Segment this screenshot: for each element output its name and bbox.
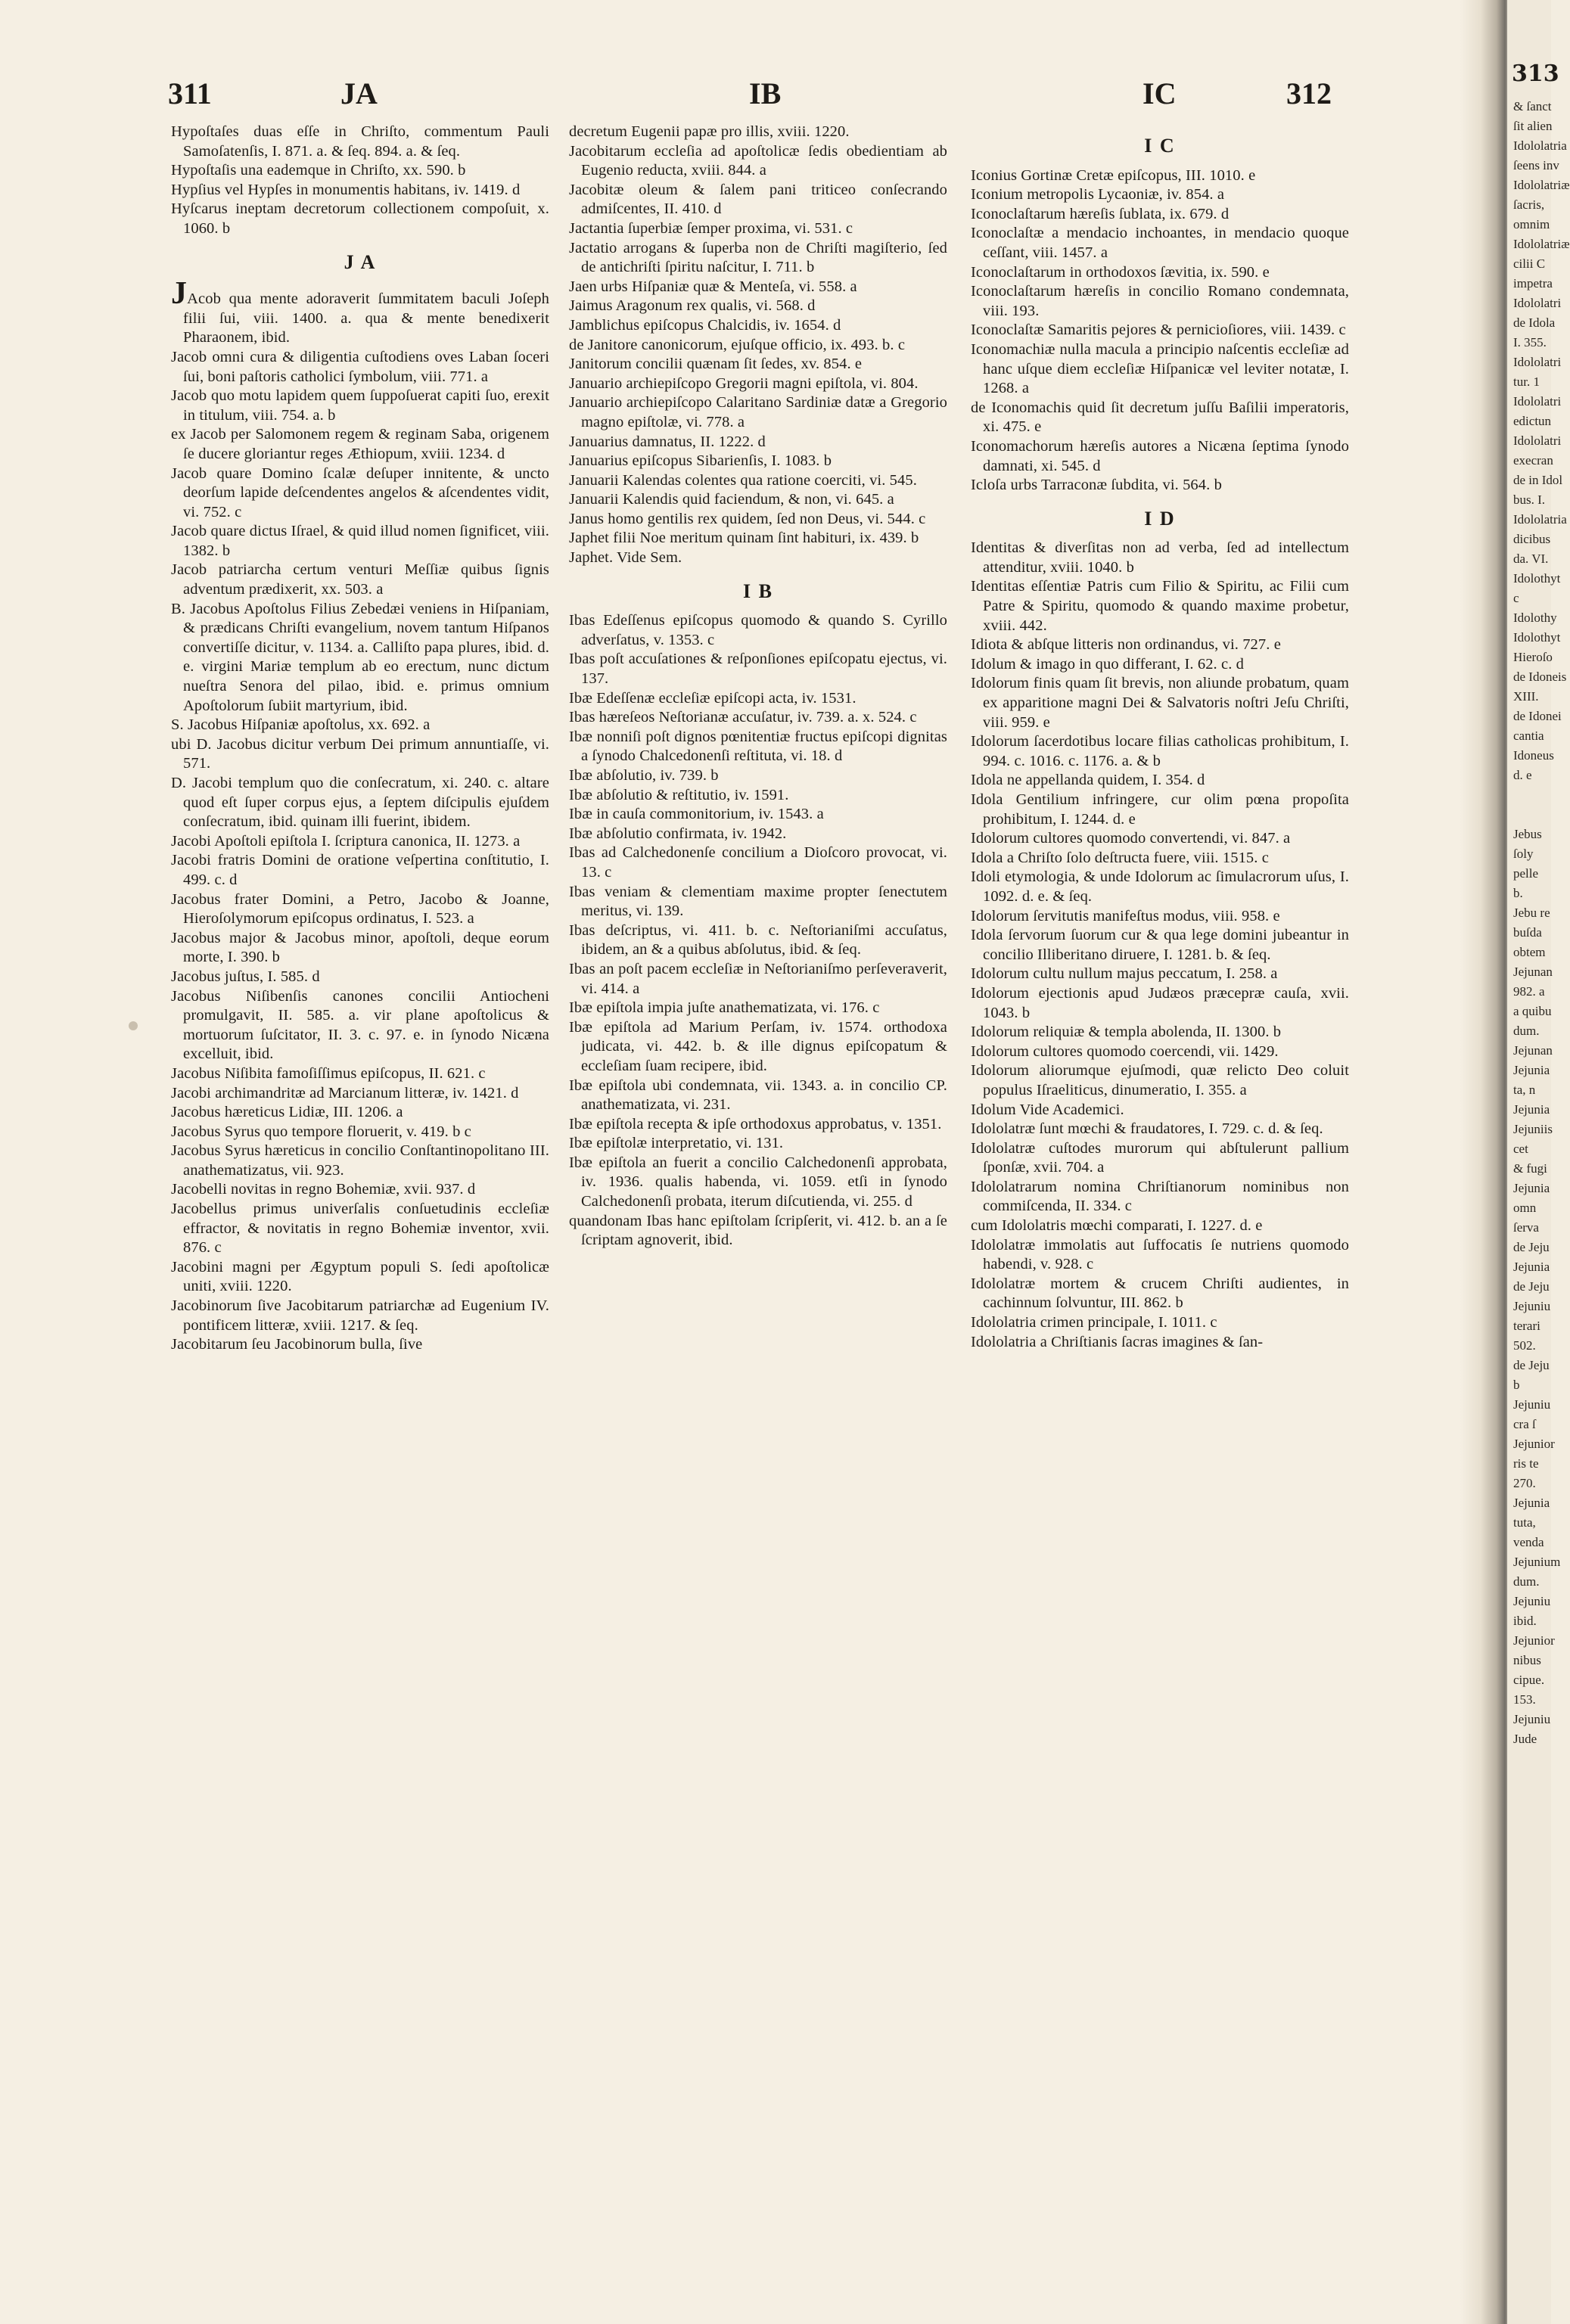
adjacent-page-line: Jejuniu: [1513, 1712, 1551, 1726]
index-entry: Identitas eſſentiæ Patris cum Filio & Spiritu, ac Filii cum Patre & Spiritu, quomodo & quando maxime probetur, xviii. 442.: [971, 578, 1349, 634]
index-entry: Jacobus major & Jacobus minor, apoſtoli, deque eorum morte, I. 390. b: [171, 929, 549, 966]
index-entry: Idololatria a Chriſtianis ſacras imagines & ſan-: [971, 1333, 1264, 1350]
adjacent-page-line: 153.: [1513, 1692, 1536, 1707]
index-entry: decretum Eugenii papæ pro illis, xviii. 1220.: [569, 123, 850, 140]
adjacent-page-line: de Idonei: [1513, 709, 1562, 723]
index-entry: Janus homo gentilis rex quidem, ſed non Deus, vi. 544. c: [569, 510, 926, 527]
index-entry: Japhet filii Noe meritum quinam ſint habituri, ix. 439. b: [569, 530, 919, 547]
adjacent-page-line: Idololatriæ: [1513, 237, 1570, 251]
adjacent-page-line: d. e: [1513, 768, 1532, 782]
adjacent-page-line: dum.: [1513, 1574, 1540, 1589]
section-heading: I B: [743, 579, 773, 602]
index-entry: Ibas hæreſeos Neſtorianæ accuſatur, iv. 739. a. x. 524. c: [569, 709, 917, 726]
index-entry: Hypoſtaſes duas eſſe in Chriſto, commentum Pauli Samoſatenſis, I. 871. a. & ſeq. 894. a. & ſeq.: [171, 123, 549, 160]
index-entry: Januario archiepiſcopo Gregorii magni epiſtola, vi. 804.: [569, 374, 919, 392]
index-entry: Idiota & abſque litteris non ordinandus, vi. 727. e: [971, 636, 1281, 654]
index-entry: Jacobi archimandritæ ad Marcianum litteræ, iv. 1421. d: [171, 1084, 519, 1101]
index-entry: Jacobitarum eccleſia ad apoſtolicæ ſedis obedientiam ab Eugenio reducta, xviii. 844. a: [569, 142, 947, 179]
adjacent-page-line: cet: [1513, 1142, 1528, 1156]
index-entry: Ibas deſcriptus, vi. 411. b. c. Neſtorianiſmi accuſatus, ibidem, an & a quibus abſolutus, ibid. & ſeq.: [569, 921, 947, 958]
adjacent-page-line: ſacris,: [1513, 197, 1545, 212]
adjacent-page-line: edictun: [1513, 414, 1552, 428]
index-entry: Iconomachorum hæreſis autores a Nicæna ſeptima ſynodo damnati, xi. 545. d: [971, 437, 1349, 474]
index-entry: Januarius epiſcopus Sibarienſis, I. 1083. b: [569, 452, 832, 470]
binding-gutter: [1460, 0, 1506, 2324]
adjacent-page-line: 502.: [1513, 1338, 1536, 1353]
index-entry: Idololatrarum nomina Chriſtianorum nominibus non commiſcenda, II. 334. c: [971, 1178, 1349, 1215]
adjacent-page-line: execran: [1513, 453, 1553, 468]
index-entry: Iconoclaſtarum in orthodoxos ſævitia, ix. 590. e: [971, 263, 1270, 281]
adjacent-page-line: nibus: [1513, 1653, 1541, 1667]
adjacent-page-line: b: [1513, 1378, 1520, 1392]
index-entry: ubi D. Jacobus dicitur verbum Dei primum annuntiaſſe, vi. 571.: [171, 735, 549, 772]
index-entry: Idolorum ſervitutis manifeſtus modus, viii. 958. e: [971, 907, 1280, 924]
index-entry: Ibæ epiſtola ubi condemnata, vii. 1343. a. in concilio CP. anathematizata, vi. 231.: [569, 1077, 947, 1114]
index-entry: Jacobus juſtus, I. 585. d: [171, 968, 320, 985]
index-entry: Idoli etymologia, & unde Idolorum ac ſimulacrorum uſus, I. 1092. d. e. & ſeq.: [971, 868, 1349, 905]
adjacent-page-number: 313: [1512, 61, 1559, 87]
adjacent-page-line: de Jeju: [1513, 1358, 1550, 1372]
adjacent-page-line: Idolothy: [1513, 611, 1557, 625]
index-entry: Jacobini magni per Ægyptum populi S. ſedi apoſtolicæ uniti, xviii. 1220.: [171, 1258, 549, 1295]
adjacent-page-line: Idololatriæ: [1513, 178, 1570, 192]
index-entry: Januarius damnatus, II. 1222. d: [569, 433, 766, 450]
adjacent-page-line: Jejunia: [1513, 1181, 1550, 1195]
adjacent-page-line: dicibus: [1513, 532, 1551, 546]
left-page-number: 311: [168, 76, 212, 110]
index-entry: Idola ſervorum ſuorum cur & qua lege domini jubeantur in concilio Illiberitano diruere, I. 1281. b. & ſeq.: [971, 927, 1349, 963]
index-entry: Januarii Kalendis quid faciendum, & non, vi. 645. a: [569, 491, 894, 508]
adjacent-page-line: Idoneus: [1513, 748, 1554, 763]
adjacent-page-line: pelle: [1513, 866, 1539, 881]
adjacent-page-line: Hieroſo: [1513, 650, 1553, 664]
adjacent-page-line: ris te: [1513, 1456, 1539, 1471]
right-running-head: IC: [1143, 76, 1177, 110]
index-entry: Jaen urbs Hiſpaniæ quæ & Menteſa, vi. 558. a: [569, 278, 857, 295]
index-entry: Jacobitarum ſeu Jacobinorum bulla, ſive: [171, 1336, 423, 1353]
right-page-number: 312: [1286, 76, 1332, 110]
index-entry: Idolorum finis quam ſit brevis, non aliunde probatum, quam ex apparitione magni Dei & Salvatoris noſtri Jeſu Chriſti, viii. 959. e: [971, 675, 1349, 731]
index-entry: Ibæ abſolutio confirmata, iv. 1942.: [569, 825, 787, 842]
index-column-2: [569, 123, 947, 1251]
index-entry: Identitas & diverſitas non ad verba, ſed ad intellectum attenditur, xviii. 1040. b: [971, 539, 1349, 576]
index-entry: Jacobi Apoſtoli epiſtola I. ſcriptura canonica, II. 1273. a: [171, 832, 521, 850]
index-entry: Ibæ epiſtola impia juſte anathematizata, vi. 176. c: [569, 999, 880, 1017]
index-entry: Idololatræ immolatis aut ſuffocatis ſe nutriens quomodo habendi, v. 928. c: [971, 1236, 1349, 1273]
adjacent-page-line: 270.: [1513, 1476, 1536, 1490]
adjacent-page-line: Idololatri: [1513, 433, 1562, 448]
index-entry: Iconoclaſtarum hæreſis in concilio Romano condemnata, viii. 193.: [971, 283, 1349, 319]
index-entry: Jacobelli novitas in regno Bohemiæ, xvii. 937. d: [171, 1181, 476, 1198]
index-entry: Idolorum cultores quomodo convertendi, vi. 847. a: [971, 830, 1291, 847]
adjacent-page-line: Jejunia: [1513, 1063, 1550, 1077]
index-entry: Icloſa urbs Tarraconæ ſubdita, vi. 564. b: [971, 477, 1222, 494]
index-entry: Ibæ epiſtola ad Marium Perſam, iv. 1574. orthodoxa judicata, vi. 442. b. & ille dignus epiſcopatum & eccleſiam ſuam recipere, ibid.: [569, 1018, 947, 1074]
adjacent-page-line: & fugi: [1513, 1161, 1547, 1176]
adjacent-page-line: dum.: [1513, 1024, 1540, 1038]
adjacent-page-line: cilii C: [1513, 256, 1546, 271]
adjacent-page-line: ſoly: [1513, 847, 1534, 861]
adjacent-page-line: Jejunia: [1513, 1496, 1550, 1510]
adjacent-page-line: bus. I.: [1513, 492, 1546, 507]
index-entry: Jamblichus epiſcopus Chalcidis, iv. 1654. d: [569, 316, 841, 334]
adjacent-page-line: [1513, 785, 1570, 805]
index-entry: Jacobi fratris Domini de oratione veſpertina conſtitutio, I. 499. c. d: [171, 852, 549, 888]
index-entry: Iconoclaſtæ a mendacio inchoantes, in mendacio quoque ceſſant, viii. 1457. a: [971, 225, 1349, 261]
index-entry: Jacobellus primus univerſalis conſuetudinis eccleſiæ effractor, & novitatis in regno Bohemiæ inventor, xvii. 876. c: [171, 1201, 549, 1257]
index-entry: Iconoclaſtæ Samaritis pejores & pernicioſiores, viii. 1439. c: [971, 322, 1346, 339]
adjacent-page-line: Idololatri: [1513, 394, 1562, 409]
index-entry: Idololatræ cuſtodes murorum qui abſtulerunt pallium ſponſæ, xvii. 704. a: [971, 1139, 1349, 1176]
adjacent-page-line: b.: [1513, 886, 1523, 900]
adjacent-page-line: Idolothyt: [1513, 630, 1561, 645]
index-entry: Ibas an poſt pacem eccleſiæ in Neſtorianiſmo perſeveraverit, vi. 414. a: [569, 960, 947, 997]
index-entry: Ibas poſt accuſationes & reſponſiones epiſcopatu ejectus, vi. 137.: [569, 651, 947, 688]
index-entry: Jactantia ſuperbiæ ſemper proxima, vi. 531. c: [569, 219, 853, 237]
adjacent-page-line: 982. a: [1513, 984, 1545, 999]
index-entry: Idolum Vide Academici.: [971, 1101, 1124, 1118]
index-entry: Jaimus Aragonum rex qualis, vi. 568. d: [569, 297, 816, 315]
adjacent-page-line: da. VI.: [1513, 551, 1549, 566]
index-entry: Japhet. Vide Sem.: [569, 549, 682, 567]
adjacent-page-line: ibid.: [1513, 1614, 1537, 1628]
section-heading: J A: [344, 250, 377, 273]
adjacent-page-line: Jejunia: [1513, 1260, 1550, 1274]
adjacent-page-line: Jebu re: [1513, 906, 1550, 920]
adjacent-page-line: & ſanct: [1513, 99, 1552, 113]
adjacent-page-line: Jejuniu: [1513, 1397, 1551, 1412]
index-entry: Hyſcarus ineptam decretorum collectionem compoſuit, x. 1060. b: [171, 200, 549, 237]
left-running-head: JA: [340, 76, 378, 110]
adjacent-page-line: de Jeju: [1513, 1240, 1550, 1254]
entry-text: Acob qua mente adoraverit ſummitatem baculi Joſeph filii ſui, viii. 1400. a. qua & mente benedixerit Pharaonem, ibid.: [183, 290, 549, 346]
adjacent-page-line: venda: [1513, 1535, 1544, 1549]
index-entry: Ibæ epiſtolæ interpretatio, vi. 131.: [569, 1135, 784, 1152]
index-column-1: [171, 123, 549, 1355]
adjacent-page-line: Jejunior: [1513, 1633, 1555, 1648]
index-entry: de Janitore canonicorum, ejuſque officio, ix. 493. b. c: [569, 336, 906, 353]
section-heading: I C: [1144, 135, 1176, 157]
index-entry: S. Jacobus Hiſpaniæ apoſtolus, xx. 692. a: [171, 716, 431, 734]
adjacent-page-line: de in Idol: [1513, 473, 1563, 487]
index-entry: Idololatræ mortem & crucem Chriſti audientes, in cachinnum ſolvuntur, III. 862. b: [971, 1275, 1349, 1312]
index-entry: Jacob quo motu lapidem quem ſuppoſuerat capiti ſuo, erexit in titulum, viii. 754. a. b: [171, 387, 549, 424]
index-entry: Idola Gentilium infringere, cur olim pœna propoſita prohibitum, I. 1244. d. e: [971, 791, 1349, 828]
adjacent-page-line: ta, n: [1513, 1083, 1536, 1097]
adjacent-page-line: omn: [1513, 1201, 1537, 1215]
index-entry: Jacobus Niſibenſis canones concilii Antiocheni promulgavit, II. 585. a. vir plane apoſtolicus & mortuorum ſuſcitator, II. 3. c. 97. e. in ſynodo Nicæna excelluit, ibid.: [171, 987, 549, 1063]
adjacent-page-line: Jebus: [1513, 827, 1542, 841]
index-entry: Idolorum ſacerdotibus locare filias catholicas prohibitum, I. 994. c. 1016. c. 1176. a. & b: [971, 733, 1349, 769]
index-entry: Jacob quare dictus Iſrael, & quid illud nomen ſignificet, viii. 1382. b: [171, 523, 549, 559]
index-entry: Idola a Chriſto ſolo deſtructa fuere, viii. 1515. c: [971, 849, 1269, 866]
adjacent-page-line: impetra: [1513, 276, 1553, 290]
adjacent-page-line: Idololatri: [1513, 296, 1562, 310]
index-entry: Jacobus Syrus hæreticus in concilio Conſtantinopolitano III. anathematizatus, vii. 923.: [171, 1142, 549, 1179]
adjacent-page-line: tur. 1: [1513, 374, 1540, 389]
index-entry: Hypſius vel Hypſes in monumentis habitans, iv. 1419. d: [171, 181, 521, 198]
adjacent-page-line: de Idoneis: [1513, 670, 1567, 684]
adjacent-page-line: obtem: [1513, 945, 1546, 959]
index-entry: Ibæ epiſtola an fuerit a concilio Calchedonenſi approbata, iv. 1936. qualis habenda, vi. 1059. etſi in ſynodo Calchedonenſi probata, iterum diſcutienda, vi. 255. d: [569, 1154, 947, 1210]
index-entry: Idololatria crimen principale, I. 1011. c: [971, 1314, 1217, 1331]
index-entry: Idolorum reliquiæ & templa abolenda, II. 1300. b: [971, 1024, 1282, 1041]
index-entry: D. Jacobi templum quo die conſecratum, xi. 240. c. altare quod eſt ſuper corpus ejus, a ſeptem diſcipulis ejuſdem conſecratum, ibid. quinam illi fuerint, ibidem.: [171, 775, 549, 831]
adjacent-page-line: buſda: [1513, 925, 1542, 940]
index-entry: Hypoſtaſis una eademque in Chriſto, xx. 590. b: [171, 162, 466, 179]
index-entry: Iconomachiæ nulla macula a principio naſcentis eccleſiæ ad hanc uſque diem eccleſiæ Hiſpanicæ vel leviter notatæ, I. 1268. a: [971, 340, 1349, 397]
middle-running-head: IB: [749, 76, 782, 110]
adjacent-page-line: Jejunium: [1513, 1555, 1561, 1569]
index-entry: Idolum & imago in quo differant, I. 62. c. d: [971, 655, 1244, 673]
adjacent-page-line: I. 355.: [1513, 335, 1547, 350]
index-entry: Jactatio arrogans & ſuperba non de Chriſti magiſterio, ſed de antichriſti ſpiritu naſcitur, I. 711. b: [569, 239, 947, 276]
adjacent-page-line: Idololatri: [1513, 355, 1562, 369]
adjacent-page-line: ſit alien: [1513, 119, 1553, 133]
index-entry: Ibæ abſolutio & reſtitutio, iv. 1591.: [569, 786, 789, 803]
index-entry: Ibæ in cauſa commonitorium, iv. 1543. a: [569, 806, 824, 823]
adjacent-page-line: Jejunan: [1513, 1043, 1553, 1058]
index-entry: Idolorum cultu nullum majus peccatum, I. 258. a: [971, 965, 1278, 983]
drop-cap: J: [171, 276, 188, 312]
adjacent-page-line: Idololatria: [1513, 138, 1567, 153]
adjacent-page-line: Jude: [1513, 1732, 1537, 1746]
adjacent-page-line: ſeens inv: [1513, 158, 1559, 172]
index-entry: Idolorum aliorumque ejuſmodi, quæ relicto Deo coluit populus Iſraeliticus, dinumeratio, I. 355. a: [971, 1062, 1349, 1098]
index-entry: B. Jacobus Apoſtolus Filius Zebedæi veniens in Hiſpaniam, & prædicans Chriſti evangelium, novem tantum Hiſpanos convertiſſe dicitur, v. 1134. a. Calliſto papa plures, ibid. d. e. virgini Mariæ templum ab eo erectum, nunc dictum nueſtra Senora del pilao, ibid. e. primus omnium Apoſtolorum ſubiit martyrium, ibid.: [171, 600, 549, 714]
index-entry: ex Jacob per Salomonem regem & reginam Saba, origenem ſe ducere gloriantur reges Æthiopum, xviii. 1234. d: [171, 426, 549, 462]
index-entry: Idola ne appellanda quidem, I. 354. d: [971, 772, 1205, 789]
index-entry: Ibas Edeſſenus epiſcopus quomodo & quando S. Cyrillo adverſatus, v. 1353. c: [569, 612, 947, 648]
index-entry: Idolorum ejectionis apud Judæos præcepræ cauſa, xvii. 1043. b: [971, 984, 1349, 1021]
adjacent-page-line: cantia: [1513, 729, 1544, 743]
index-column-3: [971, 123, 1349, 1352]
index-entry: Iconius Gortinæ Cretæ epiſcopus, III. 1010. e: [971, 166, 1256, 184]
index-entry: cum Idololatris mœchi comparati, I. 1227. d. e: [971, 1217, 1263, 1235]
index-entry: Idololatræ ſunt mœchi & fraudatores, I. 729. c. d. & ſeq.: [971, 1120, 1323, 1138]
adjacent-page-line: cipue.: [1513, 1673, 1545, 1687]
index-entry: Ibas veniam & clementiam maxime propter ſenectutem meritus, vi. 139.: [569, 883, 947, 920]
adjacent-page-line: Idolothyt: [1513, 571, 1561, 586]
index-entry: Januarii Kalendas colentes qua ratione coerciti, vi. 545.: [569, 471, 917, 489]
index-entry: Jacobus frater Domini, a Petro, Jacobo & Joanne, Hieroſolymorum epiſcopus ordinatus, I. 523. a: [171, 890, 549, 927]
index-entry: Jacobitæ oleum & ſalem pani triticeo conſecrando admiſcentes, II. 410. d: [569, 181, 947, 218]
index-entry: Ibas ad Calchedonenſe concilium a Dioſcoro provocat, vi. 13. c: [569, 844, 947, 881]
index-entry: Ibæ Edeſſenæ eccleſiæ epiſcopi acta, iv. 1531.: [569, 689, 857, 707]
adjacent-page-line: de Idola: [1513, 315, 1556, 330]
index-entry: Jacobinorum ſive Jacobitarum patriarchæ ad Eugenium IV. pontificem litteræ, xviii. 1217. & ſeq.: [171, 1297, 549, 1334]
adjacent-page-line: Idololatria: [1513, 512, 1567, 527]
index-entry: Jacobus Niſibita famoſiſſimus epiſcopus, II. 621. c: [171, 1064, 486, 1082]
index-entry: [171, 276, 549, 348]
adjacent-page-line: omnim: [1513, 217, 1550, 231]
adjacent-page-line: cra ſ: [1513, 1417, 1536, 1431]
index-entry: Ibæ abſolutio, iv. 739. b: [569, 767, 719, 784]
section-heading: I D: [1144, 507, 1176, 530]
adjacent-page-line: Jejuniu: [1513, 1299, 1551, 1313]
index-entry: Jacobus hæreticus Lidiæ, III. 1206. a: [171, 1104, 403, 1121]
index-entry: Iconoclaſtarum hæreſis ſublata, ix. 679. d: [971, 205, 1230, 222]
index-entry: Idolorum cultores quomodo coercendi, vii. 1429.: [971, 1042, 1279, 1060]
adjacent-page-line: terari: [1513, 1319, 1540, 1333]
index-entry: Ibæ epiſtola recepta & ipſe orthodoxus approbatus, v. 1351.: [569, 1115, 942, 1132]
adjacent-page-line: c: [1513, 591, 1519, 605]
adjacent-page-lines: [1507, 97, 1570, 1749]
index-entry: Jacob omni cura & diligentia cuſtodiens oves Laban ſoceri ſui, boni paſtoris catholici ſymbolum, viii. 771. a: [171, 348, 549, 385]
adjacent-page-line: Jejunan: [1513, 965, 1553, 979]
index-entry: Janitorum concilii quænam ſit ſedes, xv. 854. e: [569, 356, 863, 373]
adjacent-page-line: Jejunia: [1513, 1102, 1550, 1117]
index-entry: Jacobus Syrus quo tempore floruerit, v. 419. b c: [171, 1123, 471, 1140]
index-entry: Jacob patriarcha certum venturi Meſſiæ quibus ſignis adventum prædixerit, xx. 503. a: [171, 561, 549, 598]
adjacent-page-line: Jejuniis: [1513, 1122, 1553, 1136]
index-entry: quandonam Ibas hanc epiſtolam ſcripſerit, vi. 412. b. an a ſe ſcriptam agnoverit, ibid.: [569, 1212, 947, 1249]
adjacent-page-edge: [1506, 0, 1570, 2324]
adjacent-page-line: Jejunior: [1513, 1437, 1555, 1451]
index-entry: Iconium metropolis Lycaoniæ, iv. 854. a: [971, 186, 1225, 204]
adjacent-page-line: [1513, 805, 1570, 825]
index-entry: Januario archiepiſcopo Calaritano Sardiniæ datæ a Gregorio magno epiſtolæ, vi. 778. a: [569, 394, 947, 430]
paper-spot: [129, 1021, 138, 1030]
adjacent-page-line: XIII.: [1513, 689, 1539, 704]
adjacent-page-line: ſerva: [1513, 1220, 1539, 1235]
adjacent-page-line: Jejuniu: [1513, 1594, 1551, 1608]
index-entry: de Iconomachis quid ſit decretum juſſu Baſilii imperatoris, xi. 475. e: [971, 399, 1349, 436]
index-entry: Jacob quare Domino ſcalæ deſuper innitente, & uncto deorſum lapide deſcendentes angelos & aſcendentes vidit, vi. 752. c: [171, 464, 549, 520]
index-entry: Ibæ nonniſi poſt dignos pœnitentiæ fructus epiſcopi dignitas a ſynodo Chalcedonenſi reſtituta, vi. 18. d: [569, 728, 947, 765]
adjacent-page-line: de Jeju: [1513, 1279, 1550, 1294]
adjacent-page-line: a quibu: [1513, 1004, 1552, 1018]
adjacent-page-line: tuta,: [1513, 1515, 1536, 1530]
